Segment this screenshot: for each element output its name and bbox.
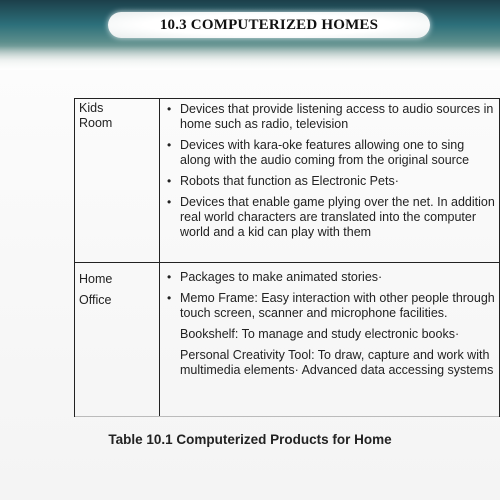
- list-item: [167, 174, 497, 189]
- item-text: Personal Creativity Tool: To draw, capture and work with multimedia elements· Advanced data accessing systems: [180, 348, 494, 377]
- bullet-dot-icon: •: [167, 138, 172, 152]
- list-item: [167, 348, 497, 378]
- products-table: [74, 98, 500, 417]
- kids-room-items: [167, 102, 497, 246]
- category-line: Home: [79, 272, 113, 286]
- list-item: [167, 195, 497, 240]
- bullet-dot-icon: •: [167, 291, 172, 305]
- list-item: [167, 291, 497, 321]
- list-item: [167, 327, 497, 342]
- bullet-dot-icon: •: [167, 102, 172, 116]
- category-home-office: [79, 269, 112, 311]
- item-text: Devices that provide listening access to audio sources in home such as radio, television: [180, 102, 494, 131]
- list-item: [167, 270, 497, 285]
- table-bottom-edge: [75, 416, 499, 417]
- banner-shine: [0, 46, 500, 70]
- category-line: Room: [79, 116, 113, 130]
- item-text: Robots that function as Electronic Pets·: [180, 174, 399, 188]
- bullet-dot-icon: •: [167, 270, 172, 284]
- row-divider: [75, 262, 499, 263]
- header-banner: [0, 0, 500, 70]
- category-line: Kids: [79, 101, 104, 115]
- item-text: Packages to make animated stories·: [180, 270, 383, 284]
- item-text: Bookshelf: To manage and study electronic books·: [180, 327, 460, 341]
- table-caption: Table 10.1 Computerized Products for Home: [108, 432, 392, 447]
- item-text: Memo Frame: Easy interaction with other people through touch screen, scanner and microphone facilities.: [180, 291, 495, 320]
- item-text: Devices with kara-oke features allowing one to sing along with the audio coming from the original source: [180, 138, 470, 167]
- item-text: Devices that enable game plying over the net. In addition real world characters are translated into the computer world and a kid can play with them: [180, 195, 495, 239]
- home-office-items: [167, 270, 497, 384]
- slide-title: 10.3 COMPUTERIZED HOMES: [159, 16, 379, 33]
- bullet-dot-icon: •: [167, 195, 172, 209]
- category-line: Office: [79, 293, 112, 307]
- column-divider: [159, 99, 160, 417]
- title-pill: [108, 12, 430, 38]
- category-kids-room: [79, 101, 112, 131]
- bullet-dot-icon: •: [167, 174, 172, 188]
- list-item: [167, 138, 497, 168]
- list-item: [167, 102, 497, 132]
